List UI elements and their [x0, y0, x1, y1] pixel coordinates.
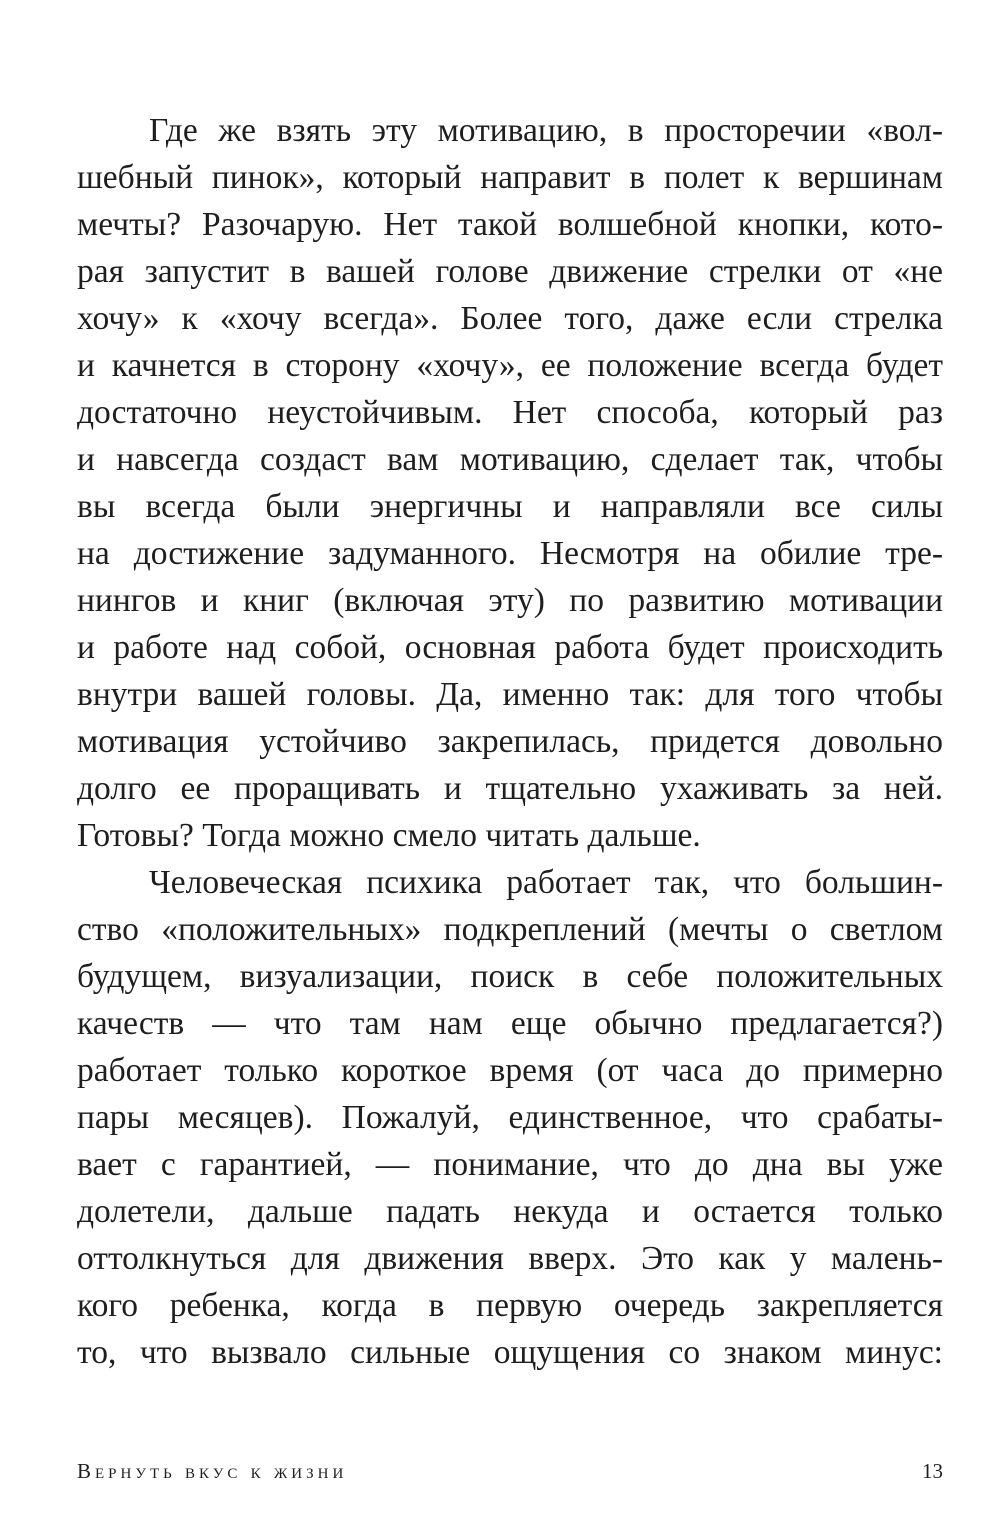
text-line: Где же взять эту мотивацию, в просторечии «вол- [149, 112, 943, 149]
text-line: пары месяцев). Пожалуй, единственное, что срабаты- [77, 1099, 943, 1136]
text-line: вает с гарантией, — понимание, что до дна вы уже [77, 1146, 943, 1183]
text-line: на достижение задуманного. Несмотря на обилие тре- [77, 535, 943, 572]
paragraph-1 [77, 107, 943, 859]
text-line: будущем, визуализации, поиск в себе положительных [77, 958, 943, 995]
text-line: мечты? Разочарую. Нет такой волшебной кнопки, кото- [77, 206, 943, 243]
text-line: работает только короткое время (от часа до примерно [77, 1052, 943, 1089]
text-line: качеств — что там нам еще обычно предлагается?) [77, 1005, 943, 1042]
text-line: то, что вызвало сильные ощущения со знаком минус: [77, 1334, 943, 1371]
text-line: Человеческая психика работает так, что большин- [149, 864, 943, 901]
text-line: и работе над собой, основная работа будет происходить [77, 629, 943, 666]
text-line: и навсегда создаст вам мотивацию, сделает так, чтобы [77, 441, 943, 478]
text-line: кого ребенка, когда в первую очередь закрепляется [77, 1287, 943, 1324]
body-text [77, 107, 943, 1376]
text-line: долетели, дальше падать некуда и остается только [77, 1193, 943, 1230]
page-number: 13 [922, 1459, 943, 1483]
text-line: хочу» к «хочу всегда». Более того, даже если стрелка [77, 300, 943, 337]
text-line: Готовы? Тогда можно смело читать дальше. [77, 817, 701, 854]
text-line: и качнется в сторону «хочу», ее положение всегда будет [77, 347, 943, 384]
running-title: Вернуть вкус к жизни [77, 1459, 348, 1483]
text-line: оттолкнуться для движения вверх. Это как у малень- [77, 1240, 943, 1277]
text-line: долго ее проращивать и тщательно ухаживать за ней. [77, 770, 943, 807]
text-line: вы всегда были энергичны и направляли все силы [77, 488, 943, 525]
text-line: мотивация устойчиво закрепилась, придется довольно [77, 723, 943, 760]
page-footer [77, 1456, 943, 1486]
text-line: внутри вашей головы. Да, именно так: для того чтобы [77, 676, 943, 713]
text-line: нингов и книг (включая эту) по развитию мотивации [77, 582, 943, 619]
paragraph-2 [77, 859, 943, 1376]
text-line: ство «положительных» подкреплений (мечты о светлом [77, 911, 943, 948]
text-line: шебный пинок», который направит в полет к вершинам [77, 159, 943, 196]
text-line: рая запустит в вашей голове движение стрелки от «не [77, 253, 943, 290]
text-line: достаточно неустойчивым. Нет способа, который раз [77, 394, 943, 431]
